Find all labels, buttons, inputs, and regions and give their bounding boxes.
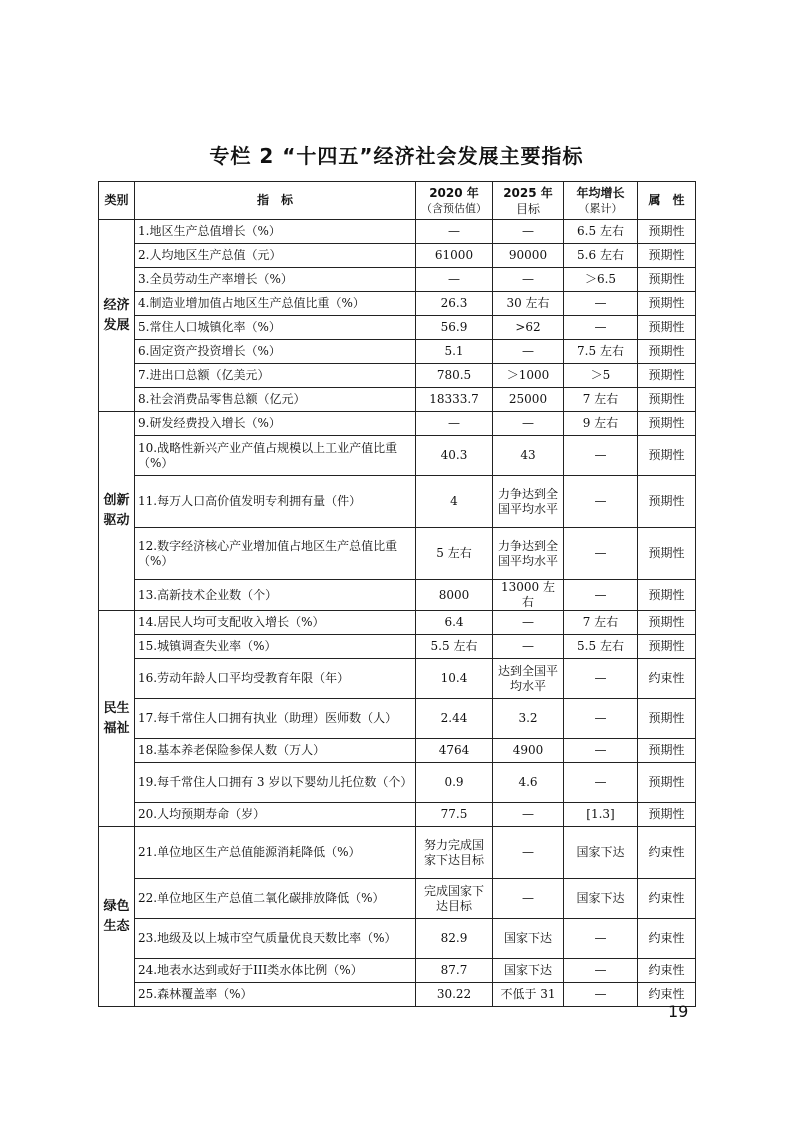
value-attribute: 约束性 <box>638 659 696 699</box>
indicator-name: 22.单位地区生产总值二氧化碳排放降低（%） <box>135 879 416 919</box>
indicator-name: 12.数字经济核心产业增加值占地区生产总值比重（%） <box>135 528 416 580</box>
value-growth: 7 左右 <box>564 388 638 412</box>
value-2025: 43 <box>493 436 564 476</box>
category-cell <box>99 827 135 1007</box>
value-2025: 国家下达 <box>493 959 564 983</box>
value-growth: 6.5 左右 <box>564 220 638 244</box>
value-attribute: 预期性 <box>638 803 696 827</box>
page-number: 19 <box>668 1002 689 1021</box>
value-growth: 9 左右 <box>564 412 638 436</box>
value-attribute: 预期性 <box>638 763 696 803</box>
value-growth: ＞6.5 <box>564 268 638 292</box>
value-2020: 77.5 <box>416 803 493 827</box>
value-growth: 7.5 左右 <box>564 340 638 364</box>
value-2020: 780.5 <box>416 364 493 388</box>
category-line: 福祉 <box>103 720 130 736</box>
value-growth: — <box>564 699 638 739</box>
value-2020: 87.7 <box>416 959 493 983</box>
value-2025: 力争达到全国平均水平 <box>493 476 564 528</box>
value-2025: 13000 左右 <box>493 580 564 611</box>
value-growth: ＞5 <box>564 364 638 388</box>
category-line: 绿色 <box>103 898 130 914</box>
value-2020: 6.4 <box>416 611 493 635</box>
header-2020 <box>416 182 493 220</box>
value-attribute: 预期性 <box>638 316 696 340</box>
value-attribute: 约束性 <box>638 983 696 1007</box>
value-2020: 18333.7 <box>416 388 493 412</box>
value-attribute: 预期性 <box>638 699 696 739</box>
value-growth: — <box>564 292 638 316</box>
value-2020: 61000 <box>416 244 493 268</box>
value-2020: — <box>416 268 493 292</box>
table-body <box>99 220 696 1007</box>
indicator-table <box>98 181 696 1007</box>
value-attribute: 预期性 <box>638 635 696 659</box>
value-attribute: 预期性 <box>638 364 696 388</box>
category-line: 生态 <box>103 918 130 934</box>
value-2025: — <box>493 879 564 919</box>
value-2020: 26.3 <box>416 292 493 316</box>
value-2025: — <box>493 827 564 879</box>
indicator-name: 5.常住人口城镇化率（%） <box>135 316 416 340</box>
value-growth: — <box>564 763 638 803</box>
value-2025: ＞1000 <box>493 364 564 388</box>
header-2025 <box>493 182 564 220</box>
header-growth-line1: 年均增长 <box>576 185 625 200</box>
indicator-name: 15.城镇调查失业率（%） <box>135 635 416 659</box>
value-2020: 5.5 左右 <box>416 635 493 659</box>
value-growth: — <box>564 983 638 1007</box>
value-2020: 40.3 <box>416 436 493 476</box>
header-row <box>99 182 696 220</box>
indicator-name: 19.每千常住人口拥有 3 岁以下婴幼儿托位数（个） <box>135 763 416 803</box>
value-2025: — <box>493 220 564 244</box>
category-line: 民生 <box>103 700 130 716</box>
indicator-name: 6.固定资产投资增长（%） <box>135 340 416 364</box>
table-title: 专栏 2 “十四五”经济社会发展主要指标 <box>209 144 584 168</box>
value-2025: — <box>493 412 564 436</box>
value-2025: — <box>493 340 564 364</box>
value-2020: 4 <box>416 476 493 528</box>
value-2020: 5.1 <box>416 340 493 364</box>
value-attribute: 约束性 <box>638 959 696 983</box>
indicator-name: 23.地级及以上城市空气质量优良天数比率（%） <box>135 919 416 959</box>
value-attribute: 预期性 <box>638 292 696 316</box>
value-2025: 30 左右 <box>493 292 564 316</box>
value-growth: — <box>564 580 638 611</box>
header-growth <box>564 182 638 220</box>
value-attribute: 预期性 <box>638 268 696 292</box>
value-2020: 30.22 <box>416 983 493 1007</box>
value-2020: 努力完成国家下达目标 <box>416 827 493 879</box>
indicator-name: 7.进出口总额（亿美元） <box>135 364 416 388</box>
indicator-name: 11.每万人口高价值发明专利拥有量（件） <box>135 476 416 528</box>
header-2020-line2: （含预估值） <box>421 201 487 215</box>
value-2025: 25000 <box>493 388 564 412</box>
indicator-name: 1.地区生产总值增长（%） <box>135 220 416 244</box>
value-2025: 4900 <box>493 739 564 763</box>
value-2020: — <box>416 412 493 436</box>
header-2025-line1: 2025 年 <box>503 185 553 200</box>
value-2020: 5 左右 <box>416 528 493 580</box>
value-2025: — <box>493 268 564 292</box>
header-indicator: 指 标 <box>135 182 416 220</box>
value-2025: 90000 <box>493 244 564 268</box>
value-growth: — <box>564 476 638 528</box>
value-2020: 56.9 <box>416 316 493 340</box>
value-growth: 7 左右 <box>564 611 638 635</box>
indicator-name: 24.地表水达到或好于III类水体比例（%） <box>135 959 416 983</box>
value-2025: 4.6 <box>493 763 564 803</box>
indicator-name: 10.战略性新兴产业产值占规模以上工业产值比重（%） <box>135 436 416 476</box>
value-growth: — <box>564 528 638 580</box>
value-attribute: 预期性 <box>638 244 696 268</box>
value-attribute: 预期性 <box>638 580 696 611</box>
value-attribute: 约束性 <box>638 919 696 959</box>
value-growth: — <box>564 739 638 763</box>
value-growth: — <box>564 316 638 340</box>
value-2025: 不低于 31 <box>493 983 564 1007</box>
indicator-name: 25.森林覆盖率（%） <box>135 983 416 1007</box>
indicator-name: 13.高新技术企业数（个） <box>135 580 416 611</box>
indicator-name: 8.社会消费品零售总额（亿元） <box>135 388 416 412</box>
value-2025: 3.2 <box>493 699 564 739</box>
value-attribute: 约束性 <box>638 879 696 919</box>
value-attribute: 预期性 <box>638 476 696 528</box>
header-2025-line2: 目标 <box>515 201 540 216</box>
indicator-name: 20.人均预期寿命（岁） <box>135 803 416 827</box>
header-2020-line1: 2020 年 <box>429 185 479 200</box>
value-2025: >62 <box>493 316 564 340</box>
category-line: 发展 <box>103 317 130 333</box>
value-2025: — <box>493 635 564 659</box>
value-growth: 国家下达 <box>564 827 638 879</box>
value-2020: 完成国家下达目标 <box>416 879 493 919</box>
indicator-name: 2.人均地区生产总值（元） <box>135 244 416 268</box>
indicator-name: 17.每千常住人口拥有执业（助理）医师数（人） <box>135 699 416 739</box>
indicator-name: 3.全员劳动生产率增长（%） <box>135 268 416 292</box>
value-attribute: 预期性 <box>638 340 696 364</box>
value-growth: — <box>564 436 638 476</box>
indicator-name: 16.劳动年龄人口平均受教育年限（年） <box>135 659 416 699</box>
indicator-name: 9.研发经费投入增长（%） <box>135 412 416 436</box>
category-cell <box>99 611 135 827</box>
value-attribute: 预期性 <box>638 388 696 412</box>
indicator-name: 14.居民人均可支配收入增长（%） <box>135 611 416 635</box>
value-2020: 10.4 <box>416 659 493 699</box>
value-2025: 国家下达 <box>493 919 564 959</box>
value-attribute: 预期性 <box>638 220 696 244</box>
value-attribute: 预期性 <box>638 611 696 635</box>
value-growth: 国家下达 <box>564 879 638 919</box>
value-2020: 8000 <box>416 580 493 611</box>
indicator-name: 18.基本养老保险参保人数（万人） <box>135 739 416 763</box>
value-attribute: 预期性 <box>638 528 696 580</box>
value-growth: — <box>564 959 638 983</box>
category-line: 经济 <box>103 297 130 313</box>
indicator-name: 4.制造业增加值占地区生产总值比重（%） <box>135 292 416 316</box>
category-line: 创新 <box>103 493 130 508</box>
value-2025: — <box>493 803 564 827</box>
header-category: 类别 <box>99 182 135 220</box>
value-growth: — <box>564 659 638 699</box>
value-attribute: 预期性 <box>638 412 696 436</box>
value-2025: — <box>493 611 564 635</box>
value-growth: [1.3] <box>564 803 638 827</box>
value-attribute: 预期性 <box>638 739 696 763</box>
header-growth-line2: （累计） <box>578 201 623 215</box>
category-cell <box>99 220 135 412</box>
indicator-name: 21.单位地区生产总值能源消耗降低（%） <box>135 827 416 879</box>
value-growth: 5.5 左右 <box>564 635 638 659</box>
category-cell <box>99 412 135 611</box>
value-2020: — <box>416 220 493 244</box>
value-growth: — <box>564 919 638 959</box>
value-2025: 达到全国平均水平 <box>493 659 564 699</box>
value-attribute: 约束性 <box>638 827 696 879</box>
category-line: 驱动 <box>103 513 130 528</box>
value-2025: 力争达到全国平均水平 <box>493 528 564 580</box>
value-2020: 4764 <box>416 739 493 763</box>
value-2020: 82.9 <box>416 919 493 959</box>
value-2020: 2.44 <box>416 699 493 739</box>
value-2020: 0.9 <box>416 763 493 803</box>
header-attribute: 属 性 <box>638 182 696 220</box>
value-attribute: 预期性 <box>638 436 696 476</box>
value-growth: 5.6 左右 <box>564 244 638 268</box>
